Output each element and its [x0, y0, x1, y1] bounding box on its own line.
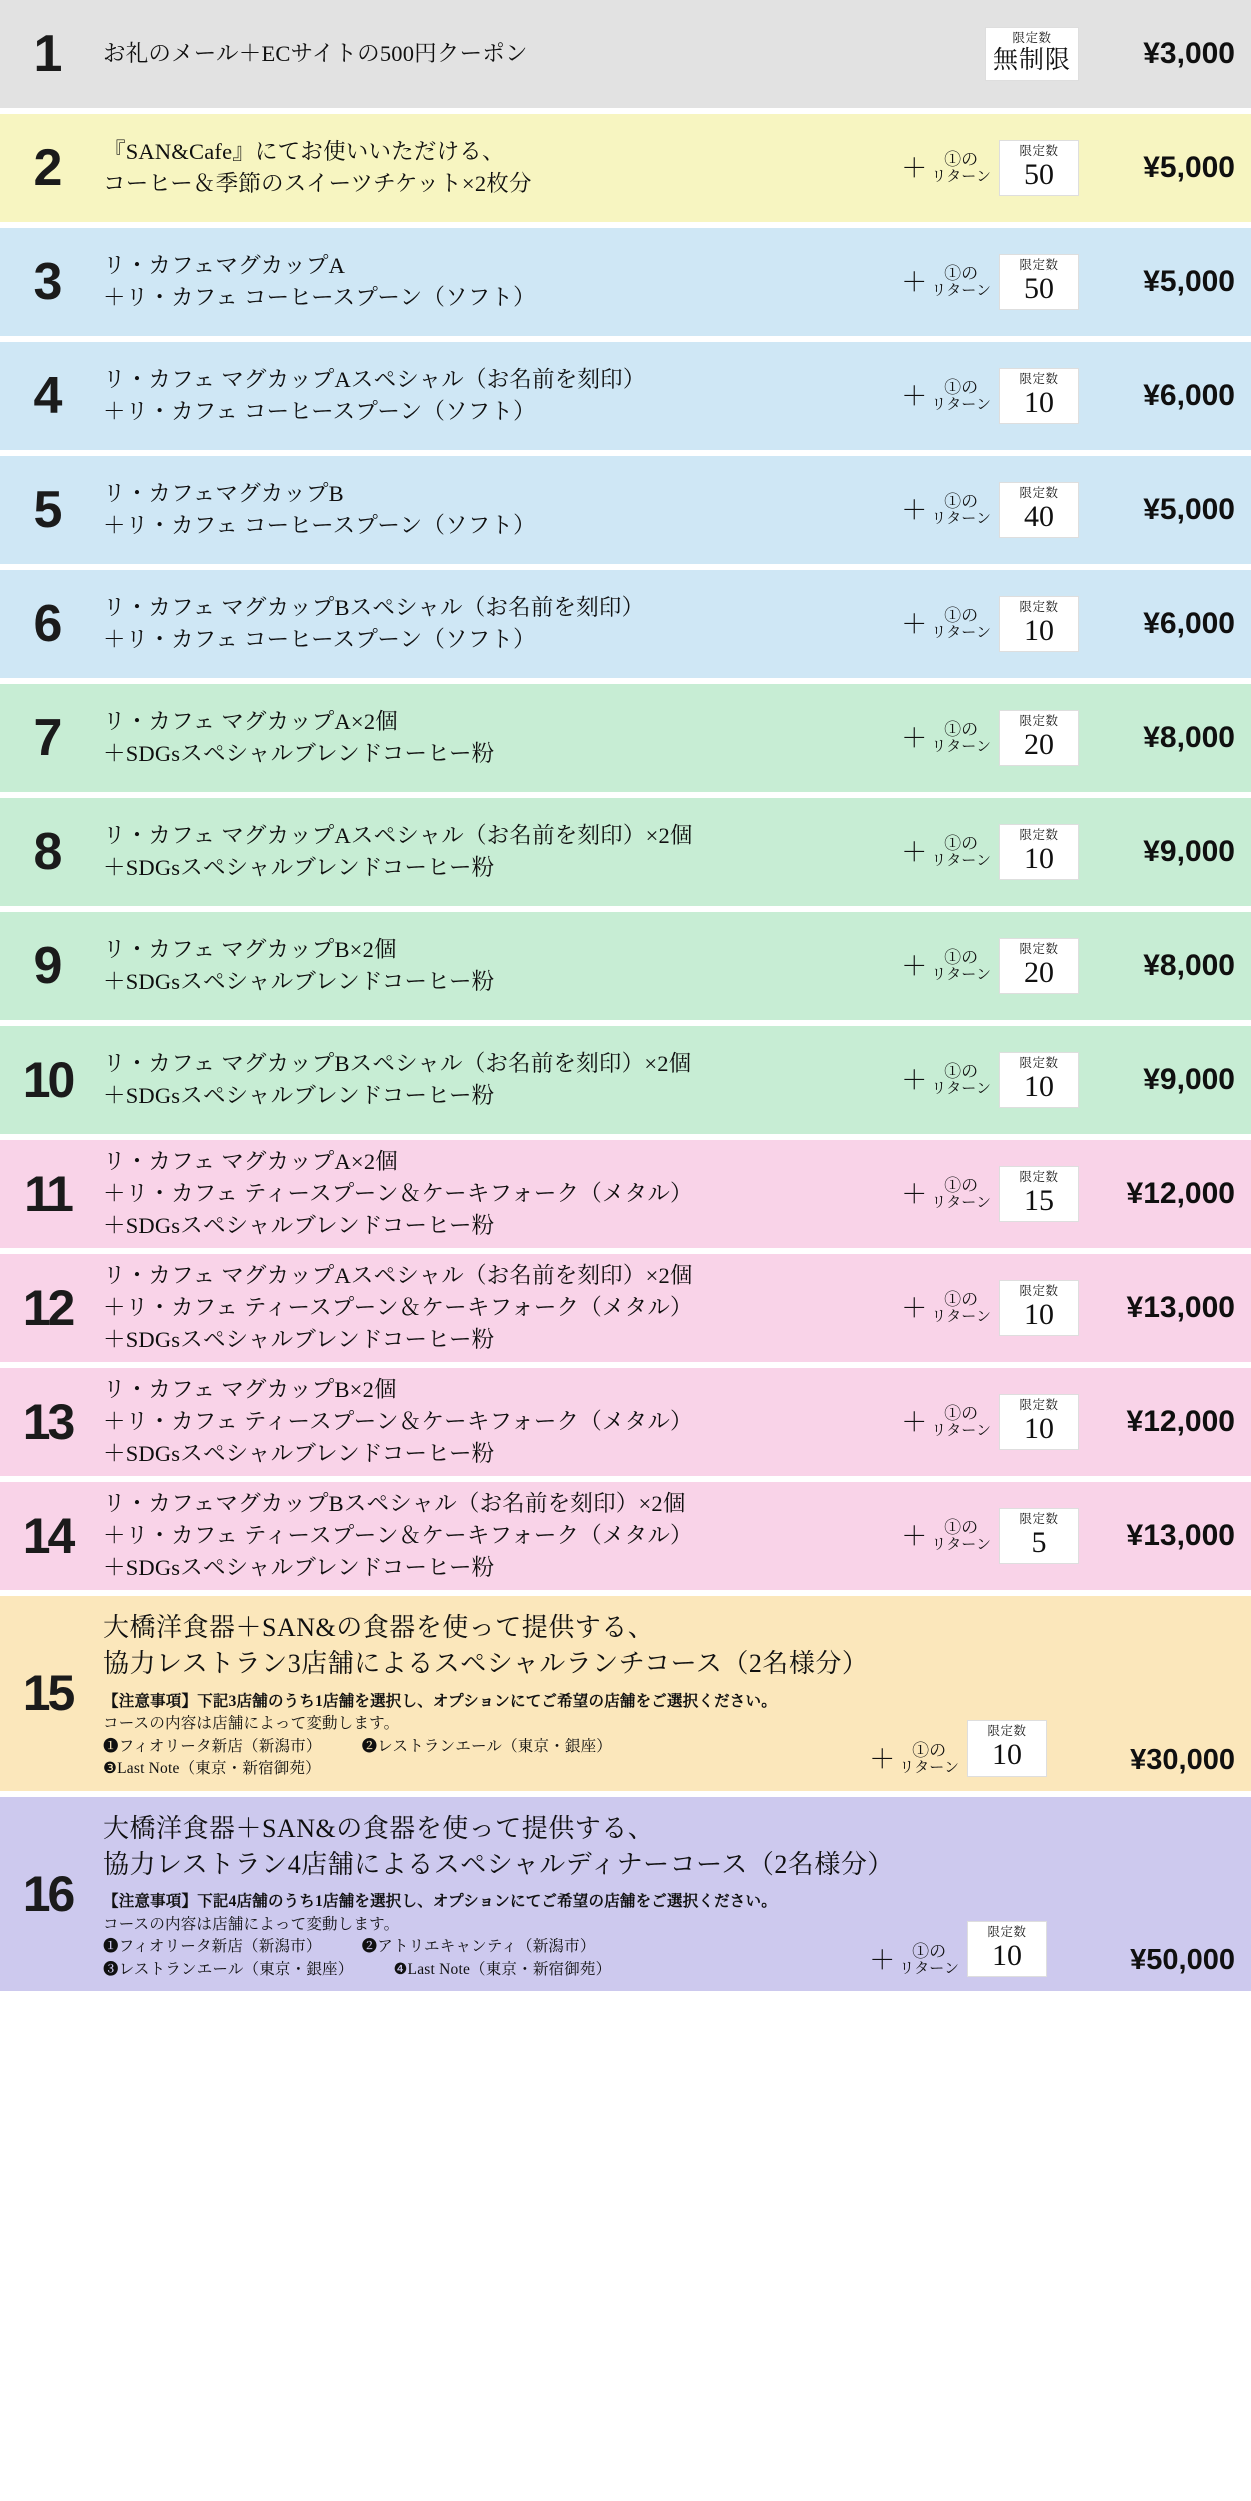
plan-note-line: 【注意事項】下記3店舗のうち1店舗を選択し、オプションにてご希望の店舗をご選択ください。: [103, 1692, 777, 1710]
plan-description-line: リ・カフェ マグカップBスペシャル（お名前を刻印）: [103, 595, 645, 621]
limit-value: 10: [1024, 385, 1054, 419]
return-reference-top: ①の: [944, 833, 979, 853]
plan-description-line: リ・カフェ マグカップB×2個: [103, 937, 397, 963]
plan-description-line: ＋リ・カフェ ティースプーン＆ケーキフォーク（メタル）: [103, 1181, 693, 1207]
limit-label: 限定数: [1019, 1511, 1059, 1526]
plan-description-line: ＋SDGsスペシャルブレンドコーヒー粉: [103, 1083, 495, 1108]
limit-value: 15: [1024, 1183, 1054, 1217]
plan-description: [103, 592, 895, 656]
return-reference: [899, 1943, 959, 1978]
limit-label: 限定数: [1019, 257, 1059, 272]
plan-price: ¥6,000: [1143, 607, 1235, 640]
plan-description-line: ＋SDGsスペシャルブレンドコーヒー粉: [103, 1326, 495, 1352]
plan-row[interactable]: [0, 684, 1251, 792]
plan-description-line: ＋リ・カフェ コーヒースプーン（ソフト）: [103, 627, 536, 652]
limit-label: 限定数: [1019, 941, 1059, 956]
return-reference: [931, 1405, 991, 1440]
plan-price: ¥13,000: [1126, 1519, 1235, 1552]
plan-row[interactable]: [0, 570, 1251, 678]
limit-box: [999, 254, 1079, 311]
plan-body: [95, 1368, 1251, 1476]
plan-body: [95, 456, 1251, 564]
shop-option[interactable]: ❸Last Note（東京・新宿御苑）: [103, 1760, 321, 1778]
plan-description-line: 『SAN&Cafe』にてお使いいただける、: [103, 139, 505, 165]
limit-box: [999, 140, 1079, 197]
shop-option-row: [103, 1758, 863, 1780]
plan-number: 15: [22, 1665, 73, 1722]
limit-label: 限定数: [1012, 31, 1052, 46]
plan-price: ¥12,000: [1126, 1177, 1235, 1210]
return-reference-top: ①の: [944, 491, 979, 511]
limit-value: 20: [1024, 955, 1054, 989]
limit-value: 10: [1024, 1297, 1054, 1331]
plan-row[interactable]: [0, 1254, 1251, 1362]
plan-body: [95, 0, 1251, 108]
plan-number: 12: [22, 1280, 73, 1336]
return-reference: [931, 1519, 991, 1554]
plus-return-group: [895, 949, 993, 984]
plan-description-line: ＋リ・カフェ ティースプーン＆ケーキフォーク（メタル）: [103, 1523, 693, 1549]
limit-label: 限定数: [1019, 599, 1059, 614]
return-reference-top: ①の: [944, 149, 979, 169]
plan-body: [95, 570, 1251, 678]
plan-row[interactable]: [0, 0, 1251, 108]
plus-return-group: [895, 1177, 993, 1212]
shop-option-row: [103, 1736, 863, 1758]
plus-return-group: [895, 835, 993, 870]
return-reference: [931, 1177, 991, 1212]
plan-description-line: ＋SDGsスペシャルブレンドコーヒー粉: [103, 741, 495, 766]
plan-number: 5: [33, 481, 62, 539]
limit-value: 40: [1024, 499, 1054, 533]
plan-description: [103, 38, 979, 70]
plan-row[interactable]: [0, 1596, 1251, 1791]
limit-value: 10: [1024, 1069, 1054, 1103]
plan-description-line: ＋リ・カフェ ティースプーン＆ケーキフォーク（メタル）: [103, 1409, 693, 1435]
plan-heading: [103, 1610, 869, 1682]
plan-body: [95, 1797, 1251, 1992]
plan-number: 14: [22, 1508, 73, 1564]
plus-return-group: [895, 607, 993, 642]
limit-box: [967, 1720, 1047, 1777]
plan-price: ¥3,000: [1143, 37, 1235, 70]
return-reference-bottom: リターン: [931, 624, 991, 641]
return-reference: [931, 835, 991, 870]
plan-row[interactable]: [0, 912, 1251, 1020]
plan-description-line: ＋SDGsスペシャルブレンドコーヒー粉: [103, 969, 495, 994]
plan-description-line: コーヒー＆季節のスイーツチケット×2枚分: [103, 171, 532, 196]
limit-box: [999, 824, 1079, 881]
plan-body: [95, 912, 1251, 1020]
plan-description-line: ＋SDGsスペシャルブレンドコーヒー粉: [103, 1440, 495, 1466]
return-reference-bottom: リターン: [931, 1194, 991, 1211]
return-reference-top: ①の: [944, 1061, 979, 1081]
plus-sign: ＋: [901, 381, 928, 411]
plan-row[interactable]: [0, 114, 1251, 222]
limit-value: 50: [1024, 157, 1054, 191]
plan-description: [103, 934, 895, 998]
plan-body: [95, 114, 1251, 222]
plan-note-line: コースの内容は店舗によって変動します。: [103, 1715, 400, 1733]
plan-heading: [103, 1811, 894, 1883]
shop-option[interactable]: ❷レストランエール（東京・銀座）: [361, 1737, 612, 1755]
return-reference-bottom: リターン: [931, 168, 991, 185]
return-reference-top: ①の: [912, 1941, 947, 1961]
plan-body: [95, 1254, 1251, 1362]
limit-label: 限定数: [1019, 143, 1059, 158]
return-reference-bottom: リターン: [931, 1536, 991, 1553]
return-reference-top: ①の: [912, 1741, 947, 1761]
plus-return-group: [895, 721, 993, 756]
plan-description: [103, 820, 895, 884]
plan-description-line: リ・カフェ マグカップA×2個: [103, 1149, 398, 1175]
plan-description-line: ＋SDGsスペシャルブレンドコーヒー粉: [103, 855, 495, 880]
limit-box: [999, 938, 1079, 995]
shop-option[interactable]: ❷アトリエキャンティ（新潟市）: [361, 1938, 596, 1956]
plan-description: [103, 364, 895, 428]
plan-description-line: リ・カフェマグカップB: [103, 481, 344, 507]
plan-description: [103, 1146, 895, 1242]
return-reference-bottom: リターン: [931, 852, 991, 869]
plus-sign: ＋: [901, 153, 928, 183]
plan-description-line: リ・カフェ マグカップB×2個: [103, 1377, 397, 1403]
return-reference-top: ①の: [944, 719, 979, 739]
plan-description-line: ＋SDGsスペシャルブレンドコーヒー粉: [103, 1554, 495, 1580]
limit-box: [967, 1921, 1047, 1978]
limit-box: [999, 1166, 1079, 1223]
return-reference: [931, 721, 991, 756]
limit-box: [985, 27, 1079, 80]
return-reference-top: ①の: [944, 1289, 979, 1309]
return-reference-bottom: リターン: [931, 510, 991, 527]
limit-label: 限定数: [1019, 485, 1059, 500]
plus-sign: ＋: [901, 267, 928, 297]
plan-price: ¥50,000: [1130, 1944, 1235, 1977]
plan-note-line: 【注意事項】下記4店舗のうち1店舗を選択し、オプションにてご希望の店舗をご選択ください。: [103, 1893, 777, 1911]
plus-sign: ＋: [901, 1521, 928, 1551]
limit-value: 10: [992, 1738, 1022, 1772]
plus-return-group: [895, 1519, 993, 1554]
plan-heading-line: 大橋洋食器＋SAN&の食器を使って提供する、: [103, 1613, 655, 1642]
return-reference-bottom: リターン: [931, 282, 991, 299]
plan-description: [103, 1260, 895, 1356]
plan-price: ¥5,000: [1143, 265, 1235, 298]
return-reference-bottom: リターン: [931, 1080, 991, 1097]
plan-price: ¥8,000: [1143, 721, 1235, 754]
plus-sign: ＋: [869, 1744, 896, 1775]
plan-description: [103, 706, 895, 770]
plan-price: ¥9,000: [1143, 1063, 1235, 1096]
plus-sign: ＋: [901, 1179, 928, 1209]
limit-label: 限定数: [987, 1924, 1027, 1939]
limit-box: [999, 368, 1079, 425]
limit-label: 限定数: [1019, 1283, 1059, 1298]
plus-return-group: [895, 493, 993, 528]
limit-value: 10: [1024, 613, 1054, 647]
plan-description-line: ＋リ・カフェ コーヒースプーン（ソフト）: [103, 513, 536, 538]
plan-number: 7: [33, 709, 62, 767]
limit-box: [999, 482, 1079, 539]
return-reference-bottom: リターン: [931, 1308, 991, 1325]
plan-description-line: ＋リ・カフェ ティースプーン＆ケーキフォーク（メタル）: [103, 1295, 693, 1321]
plus-return-group: [895, 1291, 993, 1326]
plan-row[interactable]: [0, 1368, 1251, 1476]
plan-note: [103, 1891, 863, 1981]
limit-box: [999, 1508, 1079, 1565]
plan-body: [95, 342, 1251, 450]
limit-box: [999, 710, 1079, 767]
plan-description-line: リ・カフェマグカップA: [103, 253, 346, 279]
plan-description: [103, 1374, 895, 1470]
plan-description-line: リ・カフェ マグカップBスペシャル（お名前を刻印）×2個: [103, 1051, 692, 1077]
plus-return-group: [895, 379, 993, 414]
plus-sign: ＋: [901, 1293, 928, 1323]
plus-sign: ＋: [901, 723, 928, 753]
return-reference: [931, 949, 991, 984]
plan-row[interactable]: [0, 342, 1251, 450]
plan-description: [103, 478, 895, 542]
plan-body: [95, 228, 1251, 336]
plus-return-group: [895, 151, 993, 186]
return-reference: [931, 1291, 991, 1326]
plan-number: 3: [33, 253, 62, 311]
plan-description: [103, 1811, 894, 1982]
plan-description-line: ＋SDGsスペシャルブレンドコーヒー粉: [103, 1212, 495, 1238]
plan-price: ¥12,000: [1126, 1405, 1235, 1438]
plan-note: [103, 1691, 863, 1781]
return-reference-bottom: リターン: [899, 1759, 959, 1776]
plus-return-group: [895, 1405, 993, 1440]
plan-price: ¥5,000: [1143, 151, 1235, 184]
plan-price: ¥13,000: [1126, 1291, 1235, 1324]
plus-return-group: [895, 265, 993, 300]
return-reference: [899, 1742, 959, 1777]
return-reference-bottom: リターン: [931, 966, 991, 983]
return-reference: [931, 1063, 991, 1098]
limit-value: 10: [1024, 1411, 1054, 1445]
return-reference: [931, 151, 991, 186]
plan-number: 13: [22, 1394, 73, 1450]
plan-description: [103, 136, 895, 200]
plan-body: [95, 1026, 1251, 1134]
plan-number: 6: [33, 595, 62, 653]
return-reference-top: ①の: [944, 377, 979, 397]
plan-heading-line: 協力レストラン4店舗によるスペシャルディナーコース（2名様分）: [103, 1849, 894, 1879]
plan-description-line: リ・カフェ マグカップAスペシャル（お名前を刻印）×2個: [103, 1263, 693, 1289]
plan-number: 9: [33, 937, 62, 995]
plan-number: 2: [33, 139, 62, 197]
plan-body: [95, 684, 1251, 792]
return-reference: [931, 493, 991, 528]
plan-description: [103, 1488, 895, 1584]
limit-value: 20: [1024, 727, 1054, 761]
return-reference-bottom: リターン: [931, 738, 991, 755]
shop-option[interactable]: ❸レストランエール（東京・銀座）: [103, 1960, 354, 1978]
plan-row[interactable]: [0, 228, 1251, 336]
limit-label: 限定数: [1019, 827, 1059, 842]
limit-label: 限定数: [1019, 1169, 1059, 1184]
limit-box: [999, 1280, 1079, 1337]
shop-option-row: [103, 1959, 863, 1981]
limit-label: 限定数: [1019, 1055, 1059, 1070]
limit-value: 無制限: [992, 47, 1071, 75]
plus-sign: ＋: [901, 837, 928, 867]
limit-box: [999, 596, 1079, 653]
plan-body: [95, 1140, 1251, 1248]
plan-number: 10: [22, 1052, 73, 1108]
plan-description-line: ＋リ・カフェ コーヒースプーン（ソフト）: [103, 285, 536, 310]
limit-box: [999, 1394, 1079, 1451]
plus-sign: ＋: [901, 1065, 928, 1095]
plan-body: [95, 1596, 1251, 1791]
shop-option[interactable]: ❶フィオリータ新店（新潟市）: [103, 1737, 322, 1755]
plan-number: 8: [33, 823, 62, 881]
limit-value: 10: [1024, 841, 1054, 875]
plan-description-line: ＋リ・カフェ コーヒースプーン（ソフト）: [103, 399, 536, 424]
limit-value: 50: [1024, 271, 1054, 305]
return-reference: [931, 379, 991, 414]
plan-description: [103, 1610, 869, 1781]
shop-option[interactable]: ❶フィオリータ新店（新潟市）: [103, 1938, 322, 1956]
plan-price: ¥9,000: [1143, 835, 1235, 868]
return-reference: [931, 265, 991, 300]
return-reference-top: ①の: [944, 1175, 979, 1195]
plan-row[interactable]: [0, 1026, 1251, 1134]
plan-row[interactable]: [0, 798, 1251, 906]
plus-sign: ＋: [869, 1945, 896, 1975]
plus-sign: ＋: [901, 609, 928, 639]
plan-description: [103, 250, 895, 314]
plan-number: 4: [33, 367, 62, 425]
limit-label: 限定数: [1019, 371, 1059, 386]
plan-row[interactable]: [0, 1797, 1251, 1992]
limit-value: 5: [1031, 1525, 1047, 1559]
plan-description-line: リ・カフェ マグカップA×2個: [103, 709, 398, 735]
return-reference-top: ①の: [944, 263, 979, 283]
plus-return-group: [863, 1742, 961, 1777]
return-reference-top: ①の: [944, 1517, 979, 1537]
plan-heading-line: 協力レストラン3店舗によるスペシャルランチコース（2名様分）: [103, 1648, 869, 1678]
return-reference: [931, 607, 991, 642]
plan-price: ¥6,000: [1143, 379, 1235, 412]
plus-sign: ＋: [901, 951, 928, 981]
plan-description-line: リ・カフェマグカップBスペシャル（お名前を刻印）×2個: [103, 1491, 686, 1517]
return-reference-bottom: リターン: [931, 396, 991, 413]
limit-label: 限定数: [987, 1724, 1027, 1739]
plan-row[interactable]: [0, 1140, 1251, 1248]
limit-value: 10: [992, 1938, 1022, 1972]
return-reference-bottom: リターン: [931, 1422, 991, 1439]
plan-row[interactable]: [0, 456, 1251, 564]
plan-description-line: リ・カフェ マグカップAスペシャル（お名前を刻印）: [103, 367, 646, 393]
plan-body: [95, 1482, 1251, 1590]
return-reference-top: ①の: [944, 947, 979, 967]
plan-description: [103, 1048, 895, 1112]
limit-label: 限定数: [1019, 713, 1059, 728]
plan-price: ¥5,000: [1143, 493, 1235, 526]
plan-number: 16: [22, 1865, 73, 1922]
return-reference-top: ①の: [944, 605, 979, 625]
limit-box: [999, 1052, 1079, 1109]
plan-description-line: リ・カフェ マグカップAスペシャル（お名前を刻印）×2個: [103, 823, 693, 849]
plus-return-group: [863, 1943, 961, 1978]
plan-note-line: コースの内容は店舗によって変動します。: [103, 1915, 400, 1933]
plan-price: ¥30,000: [1130, 1743, 1235, 1776]
plus-sign: ＋: [901, 495, 928, 525]
limit-label: 限定数: [1019, 1397, 1059, 1412]
plan-row[interactable]: [0, 1482, 1251, 1590]
return-reference-top: ①の: [944, 1403, 979, 1423]
shop-option[interactable]: ❹Last Note（東京・新宿御苑）: [393, 1960, 612, 1978]
plan-heading-line: 大橋洋食器＋SAN&の食器を使って提供する、: [103, 1813, 655, 1843]
plan-body: [95, 798, 1251, 906]
plan-price: ¥8,000: [1143, 949, 1235, 982]
plus-return-group: [895, 1063, 993, 1098]
plan-number: 1: [33, 25, 62, 83]
return-reference-bottom: リターン: [899, 1960, 959, 1977]
plan-description-line: お礼のメール＋ECサイトの500円クーポン: [103, 41, 528, 67]
plus-sign: ＋: [901, 1407, 928, 1437]
shop-option-row: [103, 1936, 863, 1958]
plan-number: 11: [24, 1166, 71, 1222]
